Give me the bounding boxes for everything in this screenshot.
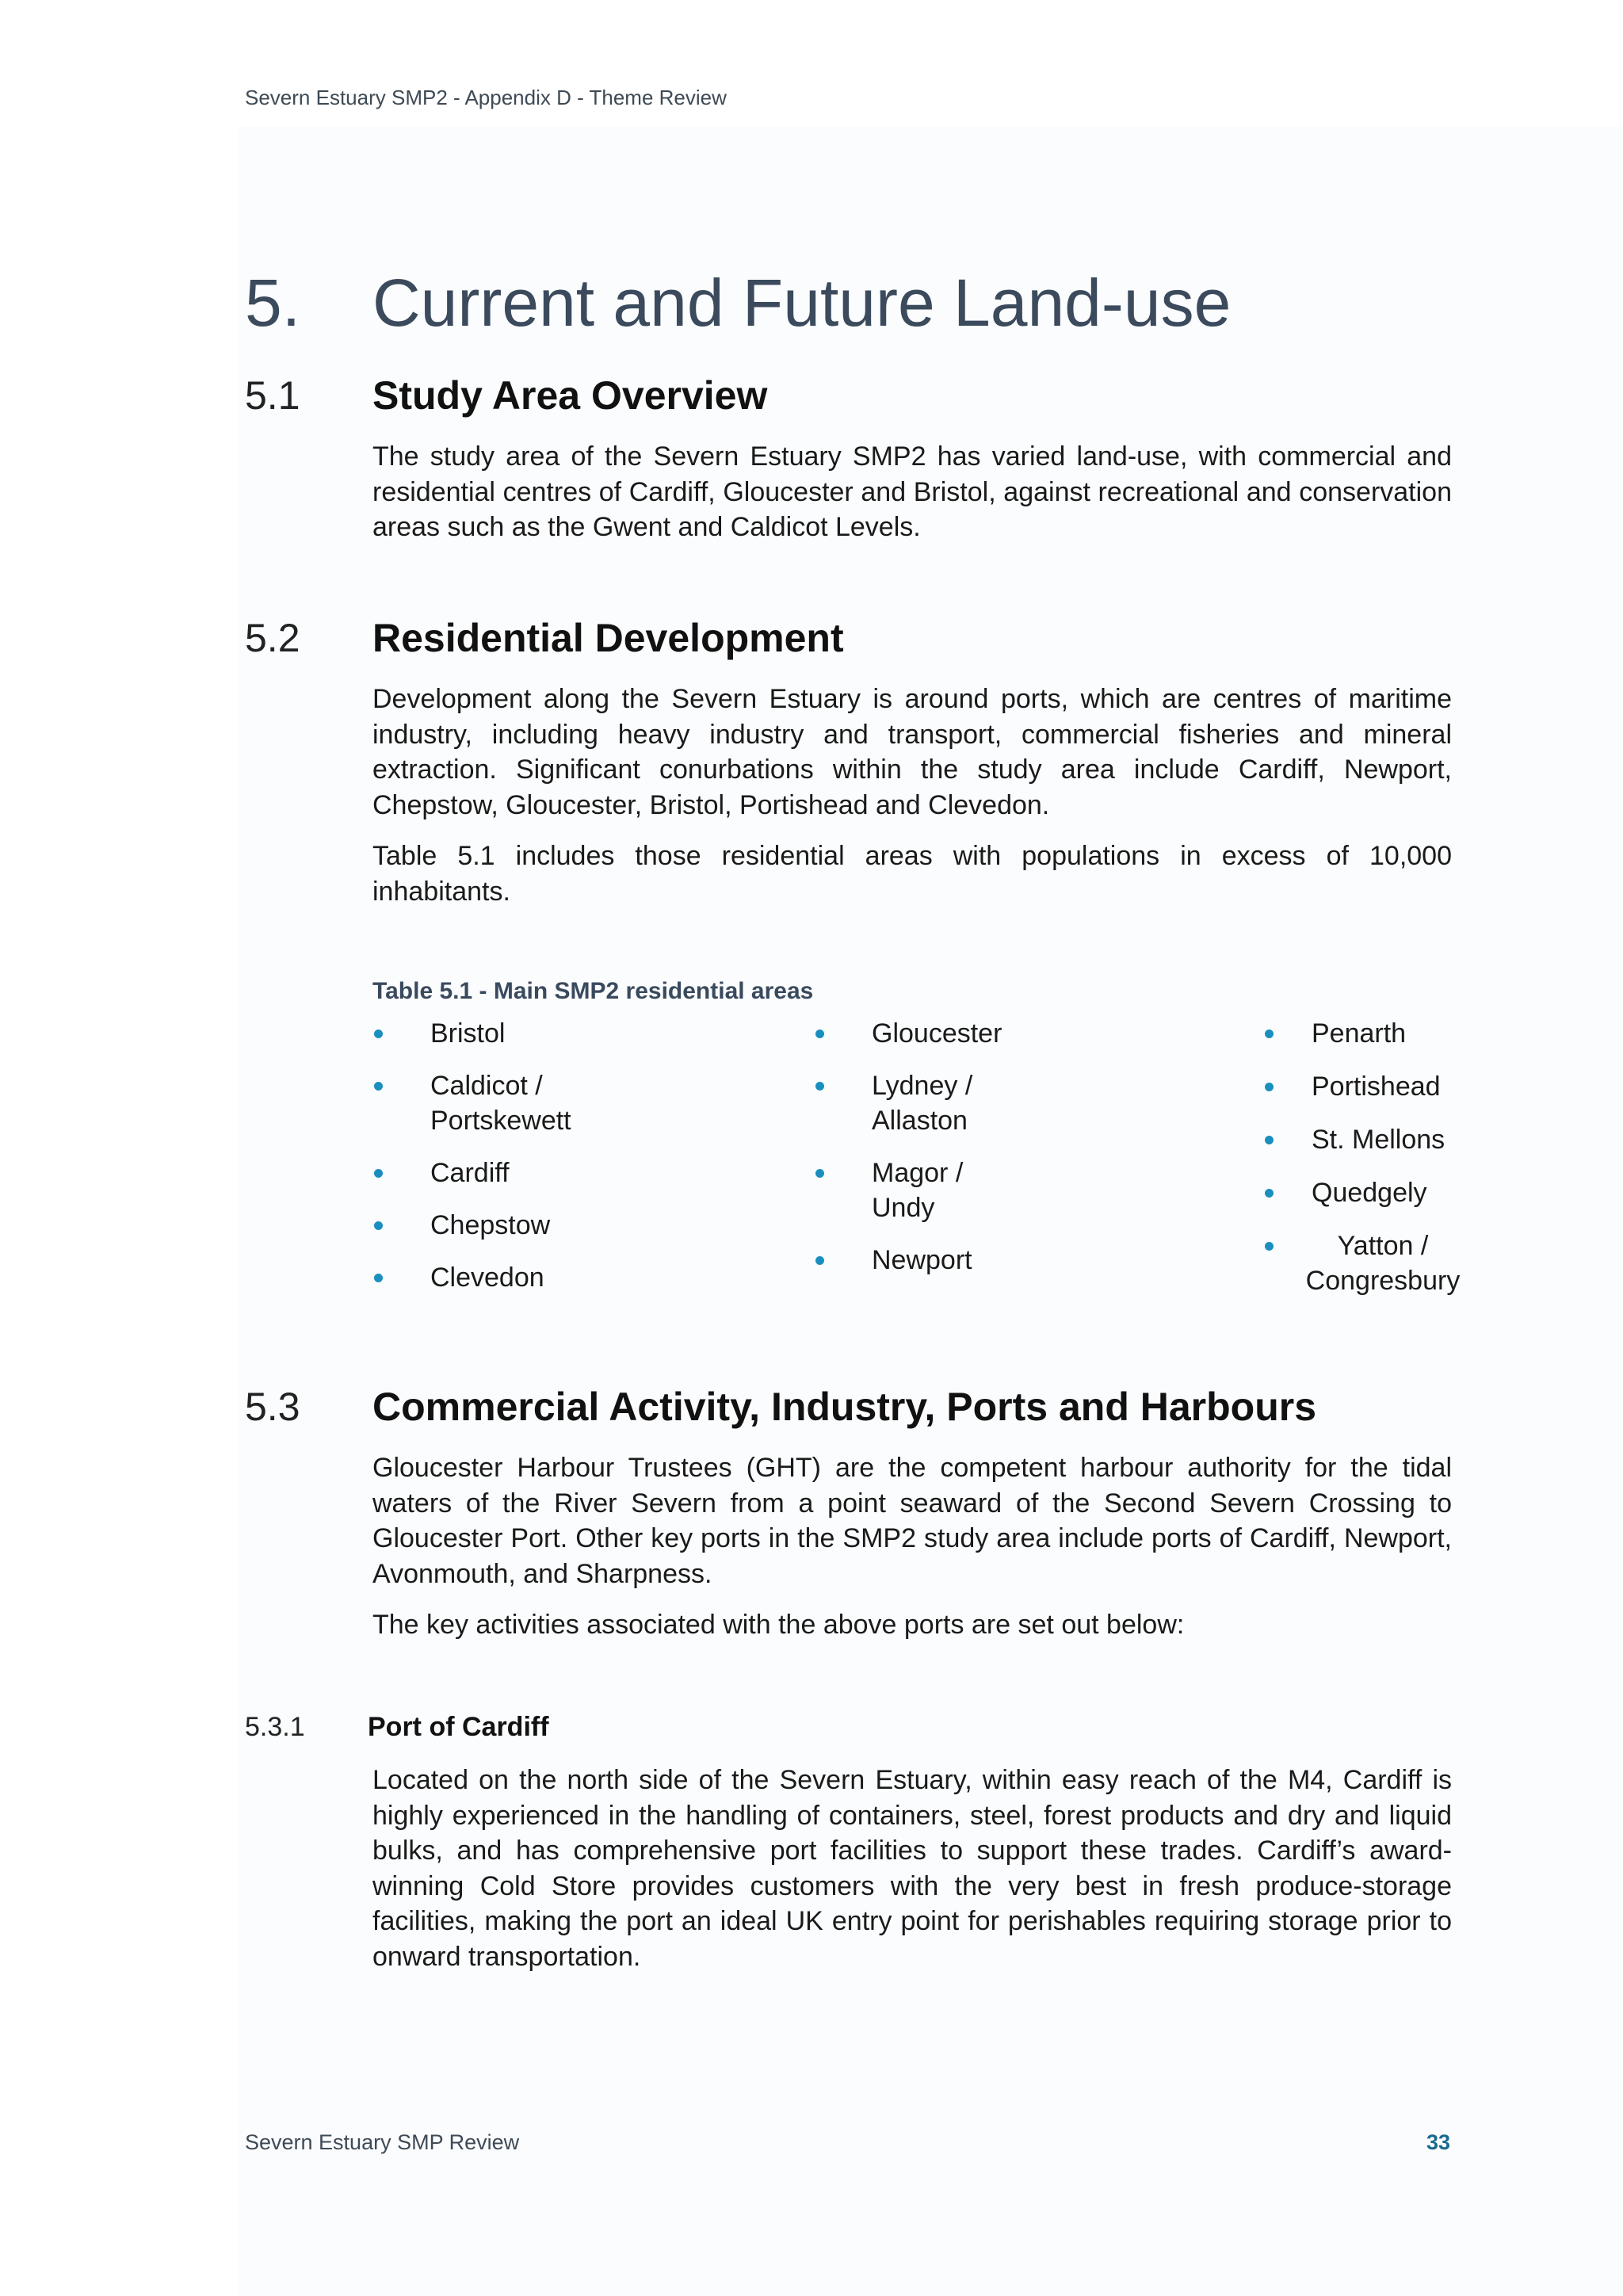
section-number: 5.2 xyxy=(245,616,300,660)
bullet-icon xyxy=(374,1082,383,1091)
section-title: Study Area Overview xyxy=(372,373,768,418)
list-item: Penarth xyxy=(1263,1016,1501,1051)
bullet-icon xyxy=(815,1256,824,1265)
bullet-icon xyxy=(374,1221,383,1230)
list-item: Gloucester xyxy=(814,1016,1194,1051)
chapter-title: Current and Future Land-use xyxy=(372,266,1232,340)
bullet-icon xyxy=(815,1169,824,1178)
bullet-icon xyxy=(815,1082,824,1091)
list-item: Clevedon xyxy=(372,1260,785,1295)
section-number: 5.3 xyxy=(245,1385,300,1429)
bullet-icon xyxy=(815,1030,824,1038)
chapter-number: 5. xyxy=(245,266,301,340)
list-item: Magor / Undy xyxy=(814,1156,991,1225)
bullet-icon xyxy=(374,1274,383,1282)
subsection-title: Port of Cardiff xyxy=(368,1712,549,1742)
section-paragraph: The study area of the Severn Estuary SMP2 has varied land-use, with commercial and residential centres of Cardiff, Gloucester and Bristol, against recreational and conservation areas such as the Gwent and Caldicot Levels. xyxy=(372,441,1452,542)
page-number: 33 xyxy=(1426,2130,1451,2154)
subsection-paragraph: Located on the north side of the Severn Estuary, within easy reach of the M4, Cardiff is highly experienced in the handling of containers, steel, forest products and dry and liquid bulks, and has comprehensive port facilities to support these trades. Cardiff’s award-winning Cold Store provides customers with the very best in fresh produce-storage facilities, making the port an ideal UK entry point for perishables requiring storage prior to onward transportation. xyxy=(372,1765,1452,1972)
section-title: Residential Development xyxy=(372,616,844,660)
table-caption: Table 5.1 - Main SMP2 residential areas xyxy=(372,978,814,1004)
section-title: Commercial Activity, Industry, Ports and Harbours xyxy=(372,1385,1317,1429)
bullet-icon xyxy=(1265,1136,1274,1144)
list-item: Caldicot / Portskewett xyxy=(372,1068,605,1138)
footer-title: Severn Estuary SMP Review xyxy=(245,2130,520,2154)
table-column xyxy=(1263,1016,1501,1298)
list-item: St. Mellons xyxy=(1263,1122,1501,1157)
running-header: Severn Estuary SMP2 - Appendix D - Theme Review xyxy=(245,86,727,109)
list-item: Quedgely xyxy=(1263,1175,1501,1210)
list-item: Yatton / Congresbury xyxy=(1263,1228,1466,1298)
bullet-icon xyxy=(1265,1242,1274,1251)
bullet-icon xyxy=(1265,1189,1274,1198)
list-item: Cardiff xyxy=(372,1156,785,1190)
list-item: Lydney / Allaston xyxy=(814,1068,991,1138)
list-item: Chepstow xyxy=(372,1208,785,1243)
section-paragraph: Development along the Severn Estuary is around ports, which are centres of maritime industry, including heavy industry and transport, commercial fisheries and mineral extraction. Significant conurbations within the study area include Cardiff, Newport, Chepstow, Gloucester, Bristol, Portishead and Clevedon. xyxy=(372,684,1452,820)
bullet-icon xyxy=(1265,1083,1274,1091)
subsection-number: 5.3.1 xyxy=(245,1712,305,1742)
table-column xyxy=(372,1016,785,1295)
section-paragraph: The key activities associated with the above ports are set out below: xyxy=(372,1610,1185,1640)
section-number: 5.1 xyxy=(245,373,300,418)
list-item: Newport xyxy=(814,1243,1194,1278)
list-item: Portishead xyxy=(1263,1069,1501,1104)
list-item: Bristol xyxy=(372,1016,785,1051)
section-paragraph: Table 5.1 includes those residential areas with populations in excess of 10,000 inhabitants. xyxy=(372,841,1452,907)
bullet-icon xyxy=(374,1030,383,1038)
section-paragraph: Gloucester Harbour Trustees (GHT) are the competent harbour authority for the tidal waters of the River Severn from a point seaward of the Second Severn Crossing to Gloucester Port. Other key ports in the SMP2 study area include ports of Cardiff, Newport, Avonmouth, and Sharpness. xyxy=(372,1453,1452,1589)
bullet-icon xyxy=(374,1169,383,1178)
table-column xyxy=(814,1016,1194,1278)
bullet-icon xyxy=(1265,1030,1274,1038)
